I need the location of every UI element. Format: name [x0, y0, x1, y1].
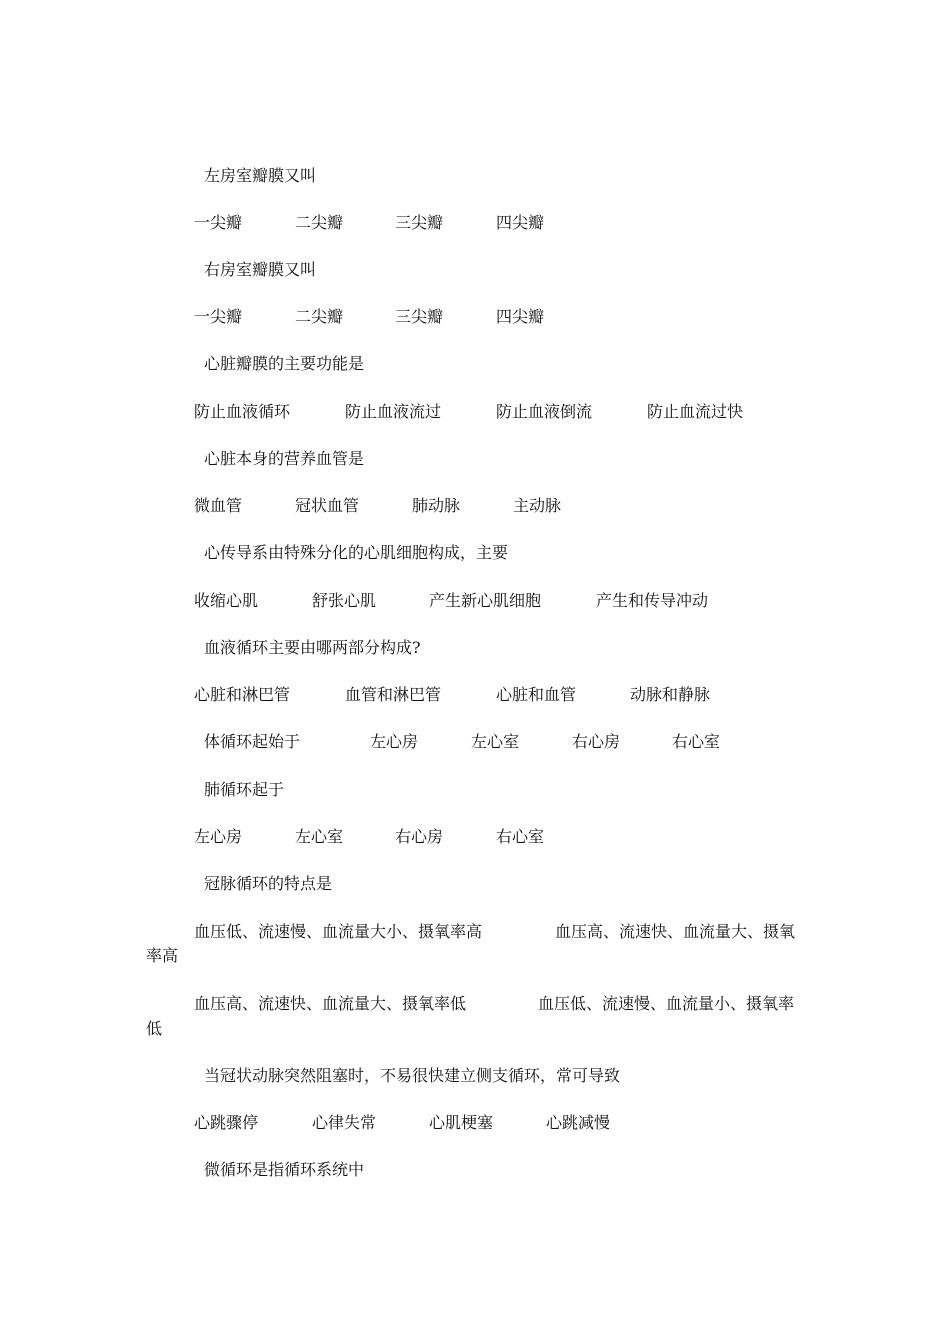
- option-a: 心脏和淋巴管: [194, 685, 291, 704]
- option-a: 防止血液循环: [194, 402, 291, 421]
- question-stem: 心脏本身的营养血管是: [204, 449, 365, 468]
- option-a: 一尖瓣: [194, 213, 243, 232]
- option-b: 二尖瓣: [295, 307, 344, 326]
- option-b-continuation: 率高: [146, 946, 179, 965]
- question-stem: 右房室瓣膜又叫: [204, 260, 317, 279]
- option-b: 心律失常: [312, 1113, 377, 1132]
- option-d: 防止血流过快: [647, 402, 744, 421]
- option-d: 四尖瓣: [496, 307, 545, 326]
- question-stem: 血液循环主要由哪两部分构成?: [204, 638, 421, 657]
- option-b: 冠状血管: [295, 496, 360, 515]
- option-c: 右心房: [572, 732, 621, 751]
- option-c: 心脏和血管: [496, 685, 577, 704]
- option-a: 左心房: [370, 732, 419, 751]
- option-d: 产生和传导冲动: [596, 591, 709, 610]
- option-b: 血压高、流速快、血流量大、摄氧: [555, 922, 796, 941]
- option-a: 收缩心肌: [194, 591, 259, 610]
- question-stem: 心脏瓣膜的主要功能是: [204, 354, 365, 373]
- option-a: 左心房: [194, 827, 243, 846]
- option-c: 右心房: [395, 827, 444, 846]
- option-a: 血压低、流速慢、血流量大小、摄氧率高: [194, 922, 483, 941]
- option-d: 主动脉: [513, 496, 562, 515]
- option-c: 肺动脉: [412, 496, 461, 515]
- option-c: 心肌梗塞: [429, 1113, 494, 1132]
- question-stem: 当冠状动脉突然阻塞时，不易很快建立侧支循环，常可导致: [204, 1066, 621, 1085]
- option-b: 二尖瓣: [295, 213, 344, 232]
- option-c: 血压高、流速快、血流量大、摄氧率低: [194, 994, 467, 1013]
- option-d: 右心室: [672, 732, 721, 751]
- option-c: 三尖瓣: [395, 213, 444, 232]
- option-d-continuation: 低: [146, 1019, 163, 1038]
- option-d: 心跳减慢: [546, 1113, 611, 1132]
- question-stem: 冠脉循环的特点是: [204, 874, 333, 893]
- option-c: 产生新心肌细胞: [429, 591, 542, 610]
- option-c: 防止血液倒流: [496, 402, 593, 421]
- question-stem: 体循环起始于: [204, 732, 301, 751]
- option-b: 舒张心肌: [312, 591, 377, 610]
- question-stem: 心传导系由特殊分化的心肌细胞构成，主要: [204, 543, 509, 562]
- option-d: 血压低、流速慢、血流量小、摄氧率: [538, 994, 795, 1013]
- option-d: 四尖瓣: [496, 213, 545, 232]
- option-b: 左心室: [471, 732, 520, 751]
- option-d: 动脉和静脉: [630, 685, 711, 704]
- question-stem: 左房室瓣膜又叫: [204, 166, 317, 185]
- option-a: 微血管: [194, 496, 243, 515]
- option-b: 防止血液流过: [345, 402, 442, 421]
- option-c: 三尖瓣: [395, 307, 444, 326]
- option-d: 右心室: [496, 827, 545, 846]
- option-a: 一尖瓣: [194, 307, 243, 326]
- option-b: 左心室: [295, 827, 344, 846]
- question-stem: 肺循环起于: [204, 780, 285, 799]
- question-stem: 微循环是指循环系统中: [204, 1160, 365, 1179]
- option-b: 血管和淋巴管: [345, 685, 442, 704]
- option-a: 心跳骤停: [194, 1113, 259, 1132]
